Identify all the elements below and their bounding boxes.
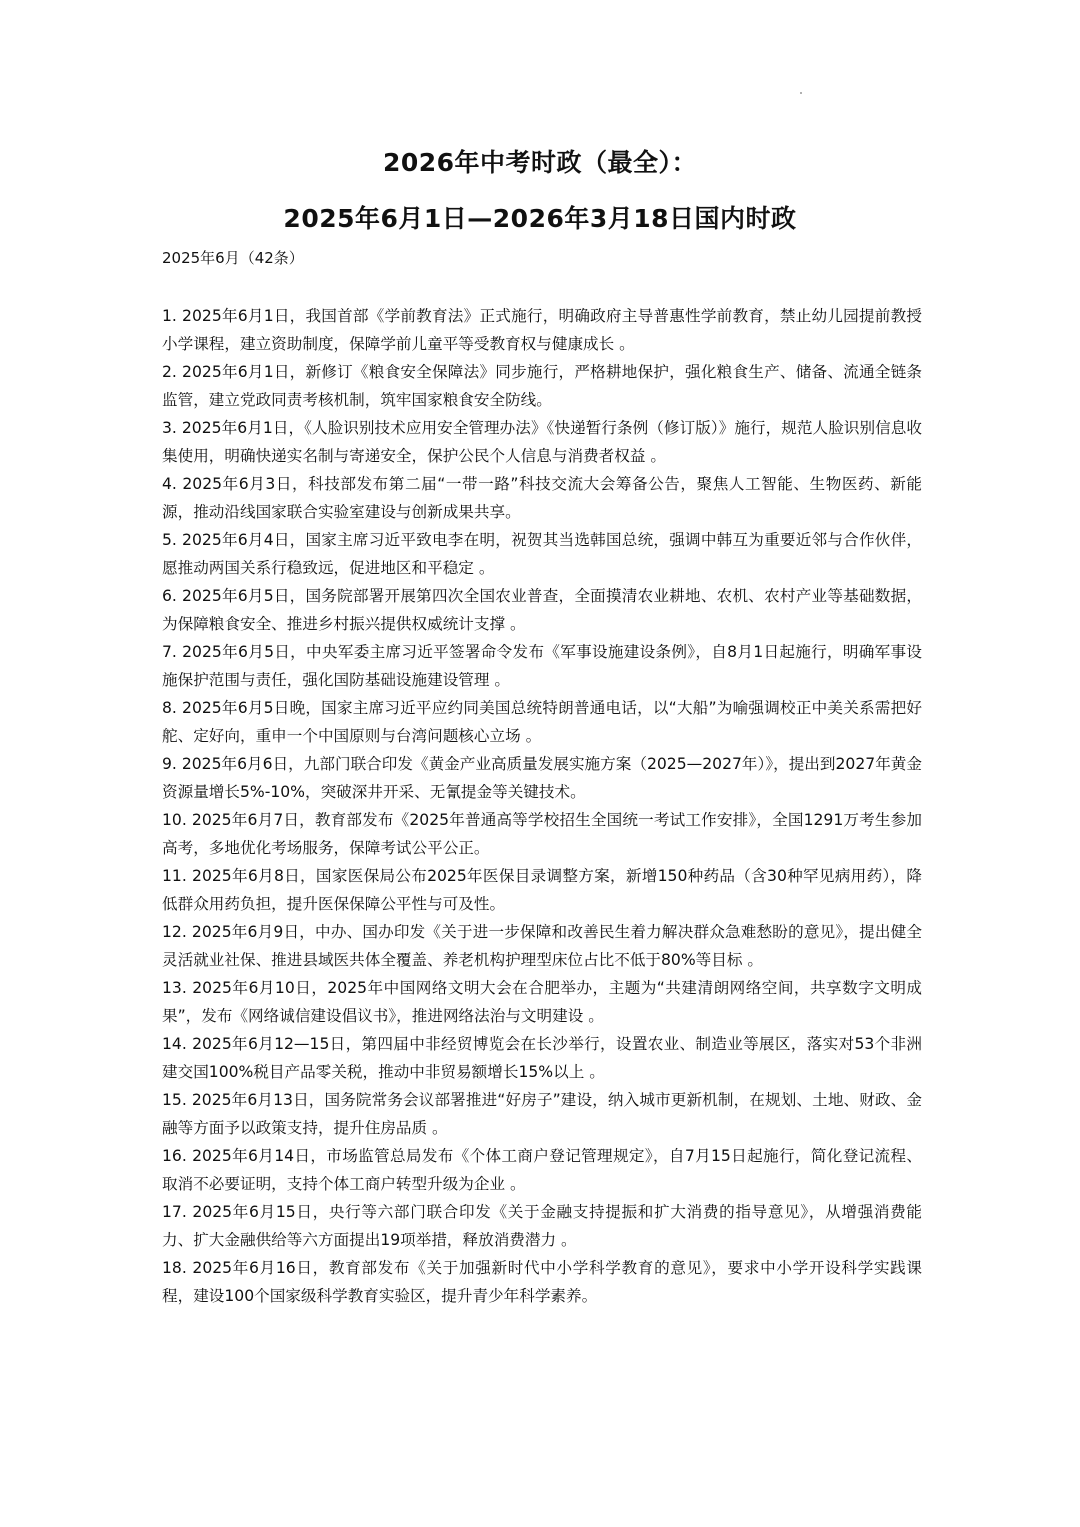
- news-item-5: 5. 2025年6月4日，国家主席习近平致电李在明，祝贺其当选韩国总统，强调中韩互为重要近邻与合作伙伴，愿推动两国关系行稳致远，促进地区和平稳定 。: [162, 531, 922, 577]
- news-item-11: 11. 2025年6月8日，国家医保局公布2025年医保目录调整方案，新增150种药品（含30种罕见病用药），降低群众用药负担，提升医保保障公平性与可及性。: [162, 867, 922, 913]
- news-item-10: 10. 2025年6月7日，教育部发布《2025年普通高等学校招生全国统一考试工作安排》，全国1291万考生参加高考，多地优化考场服务，保障考试公平公正。: [162, 811, 922, 857]
- section-header-june: 2025年6月（42条）: [162, 249, 304, 267]
- news-item-16: 16. 2025年6月14日，市场监管总局发布《个体工商户登记管理规定》，自7月15日起施行，简化登记流程、取消不必要证明，支持个体工商户转型升级为企业 。: [162, 1147, 922, 1193]
- news-item-6: 6. 2025年6月5日，国务院部署开展第四次全国农业普查，全面摸清农业耕地、农机、农村产业等基础数据，为保障粮食安全、推进乡村振兴提供权威统计支撑 。: [162, 587, 922, 633]
- document-title-line1: 2026年中考时政（最全）：: [382, 148, 698, 177]
- news-item-13: 13. 2025年6月10日，2025年中国网络文明大会在合肥举办，主题为“共建清朗网络空间，共享数字文明成果”，发布《网络诚信建设倡议书》，推进网络法治与文明建设 。: [162, 979, 922, 1025]
- news-item-1: 1. 2025年6月1日，我国首部《学前教育法》正式施行，明确政府主导普惠性学前教育，禁止幼儿园提前教授小学课程，建立资助制度，保障学前儿童平等受教育权与健康成长 。: [162, 307, 922, 353]
- news-item-list: [162, 302, 922, 1310]
- news-item-2: 2. 2025年6月1日，新修订《粮食安全保障法》同步施行，严格耕地保护，强化粮食生产、储备、流通全链条监管，建立党政同责考核机制，筑牢国家粮食安全防线。: [162, 363, 922, 409]
- news-item-4: 4. 2025年6月3日，科技部发布第二届“一带一路”科技交流大会筹备公告，聚焦人工智能、生物医药、新能源，推动沿线国家联合实验室建设与创新成果共享。: [162, 475, 922, 521]
- document-title-line2: 2025年6月1日—2026年3月18日国内时政: [283, 204, 797, 233]
- news-item-12: 12. 2025年6月9日，中办、国办印发《关于进一步保障和改善民生着力解决群众急难愁盼的意见》，提出健全灵活就业社保、推进县域医共体全覆盖、养老机构护理型床位占比不低于80%等目标 。: [162, 923, 922, 969]
- news-item-9: 9. 2025年6月6日，九部门联合印发《黄金产业高质量发展实施方案（2025—2027年）》，提出到2027年黄金资源量增长5%-10%，突破深井开采、无氰提金等关键技术。: [162, 755, 922, 801]
- news-item-8: 8. 2025年6月5日晚，国家主席习近平应约同美国总统特朗普通电话，以“大船”为喻强调校正中美关系需把好舵、定好向，重申一个中国原则与台湾问题核心立场 。: [162, 699, 922, 745]
- news-item-18: 18. 2025年6月16日，教育部发布《关于加强新时代中小学科学教育的意见》，要求中小学开设科学实践课程，建设100个国家级科学教育实验区，提升青少年科学素养。: [162, 1259, 922, 1305]
- news-item-17: 17. 2025年6月15日，央行等六部门联合印发《关于金融支持提振和扩大消费的指导意见》，从增强消费能力、扩大金融供给等六方面提出19项举措，释放消费潜力 。: [162, 1203, 922, 1249]
- scan-speck: [800, 92, 802, 94]
- news-item-3: 3. 2025年6月1日，《人脸识别技术应用安全管理办法》《快递暂行条例（修订版）》施行，规范人脸识别信息收集使用，明确快递实名制与寄递安全，保护公民个人信息与消费者权益 。: [162, 419, 922, 465]
- news-item-14: 14. 2025年6月12—15日，第四届中非经贸博览会在长沙举行，设置农业、制造业等展区，落实对53个非洲建交国100%税目产品零关税，推动中非贸易额增长15%以上 。: [162, 1035, 922, 1081]
- news-item-7: 7. 2025年6月5日，中央军委主席习近平签署命令发布《军事设施建设条例》，自8月1日起施行，明确军事设施保护范围与责任，强化国防基础设施建设管理 。: [162, 643, 922, 689]
- news-item-15: 15. 2025年6月13日，国务院常务会议部署推进“好房子”建设，纳入城市更新机制，在规划、土地、财政、金融等方面予以政策支持，提升住房品质 。: [162, 1091, 922, 1137]
